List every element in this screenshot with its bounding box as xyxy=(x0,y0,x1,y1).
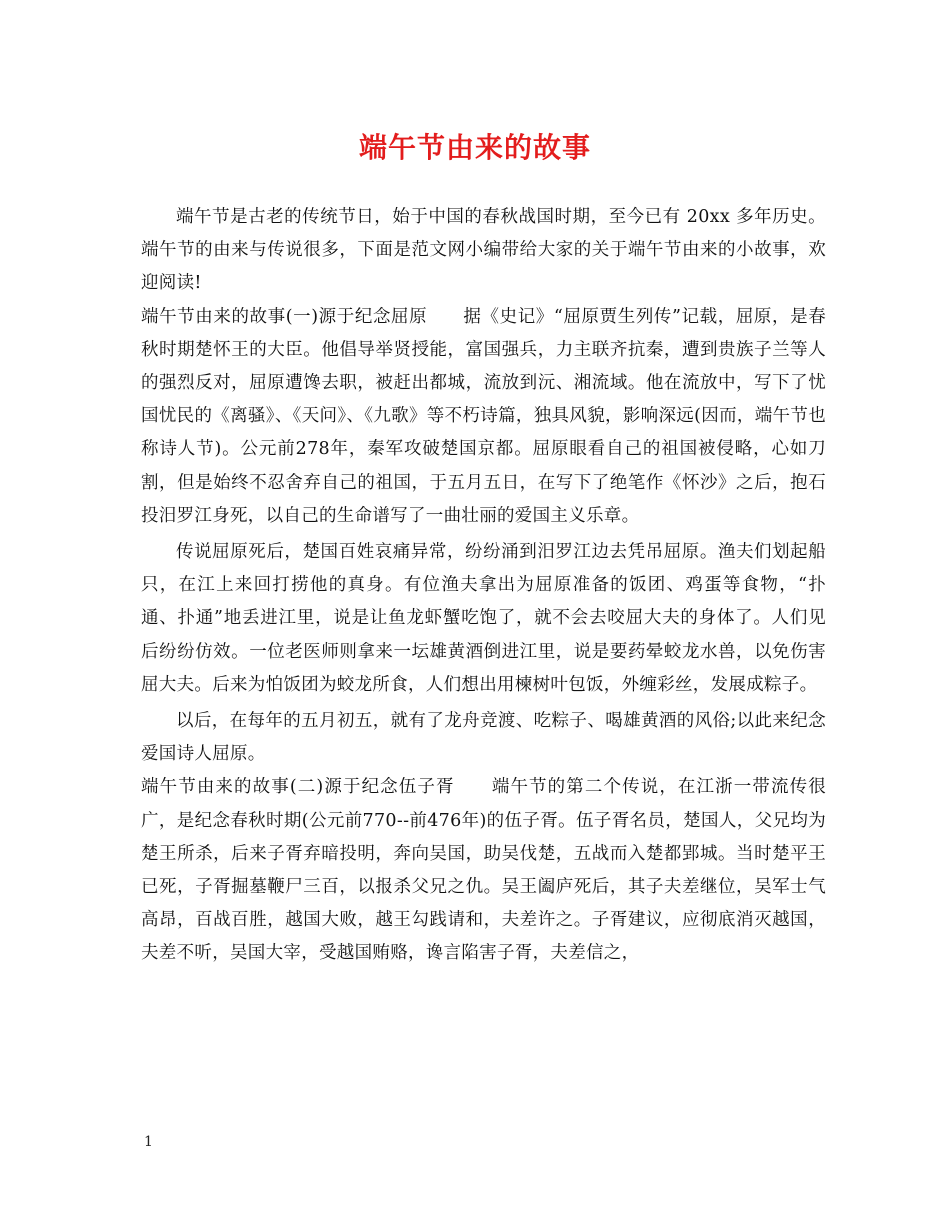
page-number: 1 xyxy=(144,1134,153,1150)
story-one-paragraph: 端午节由来的故事(一)源于纪念屈原 据《史记》“屈原贾生列传”记载，屈原，是春秋时期楚怀王的大臣。他倡导举贤授能，富国强兵，力主联齐抗秦，遭到贵族子兰等人的强烈反对，屈原遭馋去职，被赶出都城，流放到沅、湘流域。他在流放中，写下了忧国忧民的《离骚》、《天问》、《九歌》等不朽诗篇，独具风貌，影响深远(因而，端午节也称诗人节)。公元前278年，秦军攻破楚国京都。屈原眼看自己的祖国被侵略，心如刀割，但是始终不忍舍弃自己的祖国，于五月五日，在写下了绝笔作《怀沙》之后，抱石投汨罗江身死，以自己的生命谱写了一曲壮丽的爱国主义乐章。 xyxy=(141,306,826,526)
document-title: 端午节由来的故事 xyxy=(358,131,591,164)
document-body xyxy=(141,201,826,971)
intro-paragraph: 端午节是古老的传统节日，始于中国的春秋战国时期，至今已有 20xx 多年历史。端午节的由来与传说很多，下面是范文网小编带给大家的关于端午节由来的小故事，欢迎阅读! xyxy=(141,207,826,294)
custom-paragraph: 以后，在每年的五月初五，就有了龙舟竞渡、吃粽子、喝雄黄酒的风俗;以此来纪念爱国诗人屈原。 xyxy=(141,711,826,765)
legend-paragraph: 传说屈原死后，楚国百姓哀痛异常，纷纷涌到汨罗江边去凭吊屈原。渔夫们划起船只，在江上来回打捞他的真身。有位渔夫拿出为屈原准备的饭团、鸡蛋等食物，“扑通、扑通”地丢进江里，说是让鱼龙虾蟹吃饱了，就不会去咬屈大夫的身体了。人们见后纷纷仿效。一位老医师则拿来一坛雄黄酒倒进江里，说是要药晕蛟龙水兽，以免伤害屈大夫。后来为怕饭团为蛟龙所食，人们想出用楝树叶包饭，外缠彩丝，发展成粽子。 xyxy=(141,542,826,695)
story-two-paragraph: 端午节由来的故事(二)源于纪念伍子胥 端午节的第二个传说，在江浙一带流传很广，是纪念春秋时期(公元前770--前476年)的伍子胥。伍子胥名员，楚国人，父兄均为楚王所杀，后来子胥弃暗投明，奔向吴国，助吴伐楚，五战而入楚都郢城。当时楚平王已死，子胥掘墓鞭尸三百，以报杀父兄之仇。吴王阖庐死后，其子夫差继位，吴军士气高昂，百战百胜，越国大败，越王勾践请和，夫差许之。子胥建议，应彻底消灭越国，夫差不听，吴国大宰，受越国贿赂，谗言陷害子胥，夫差信之， xyxy=(141,777,826,964)
